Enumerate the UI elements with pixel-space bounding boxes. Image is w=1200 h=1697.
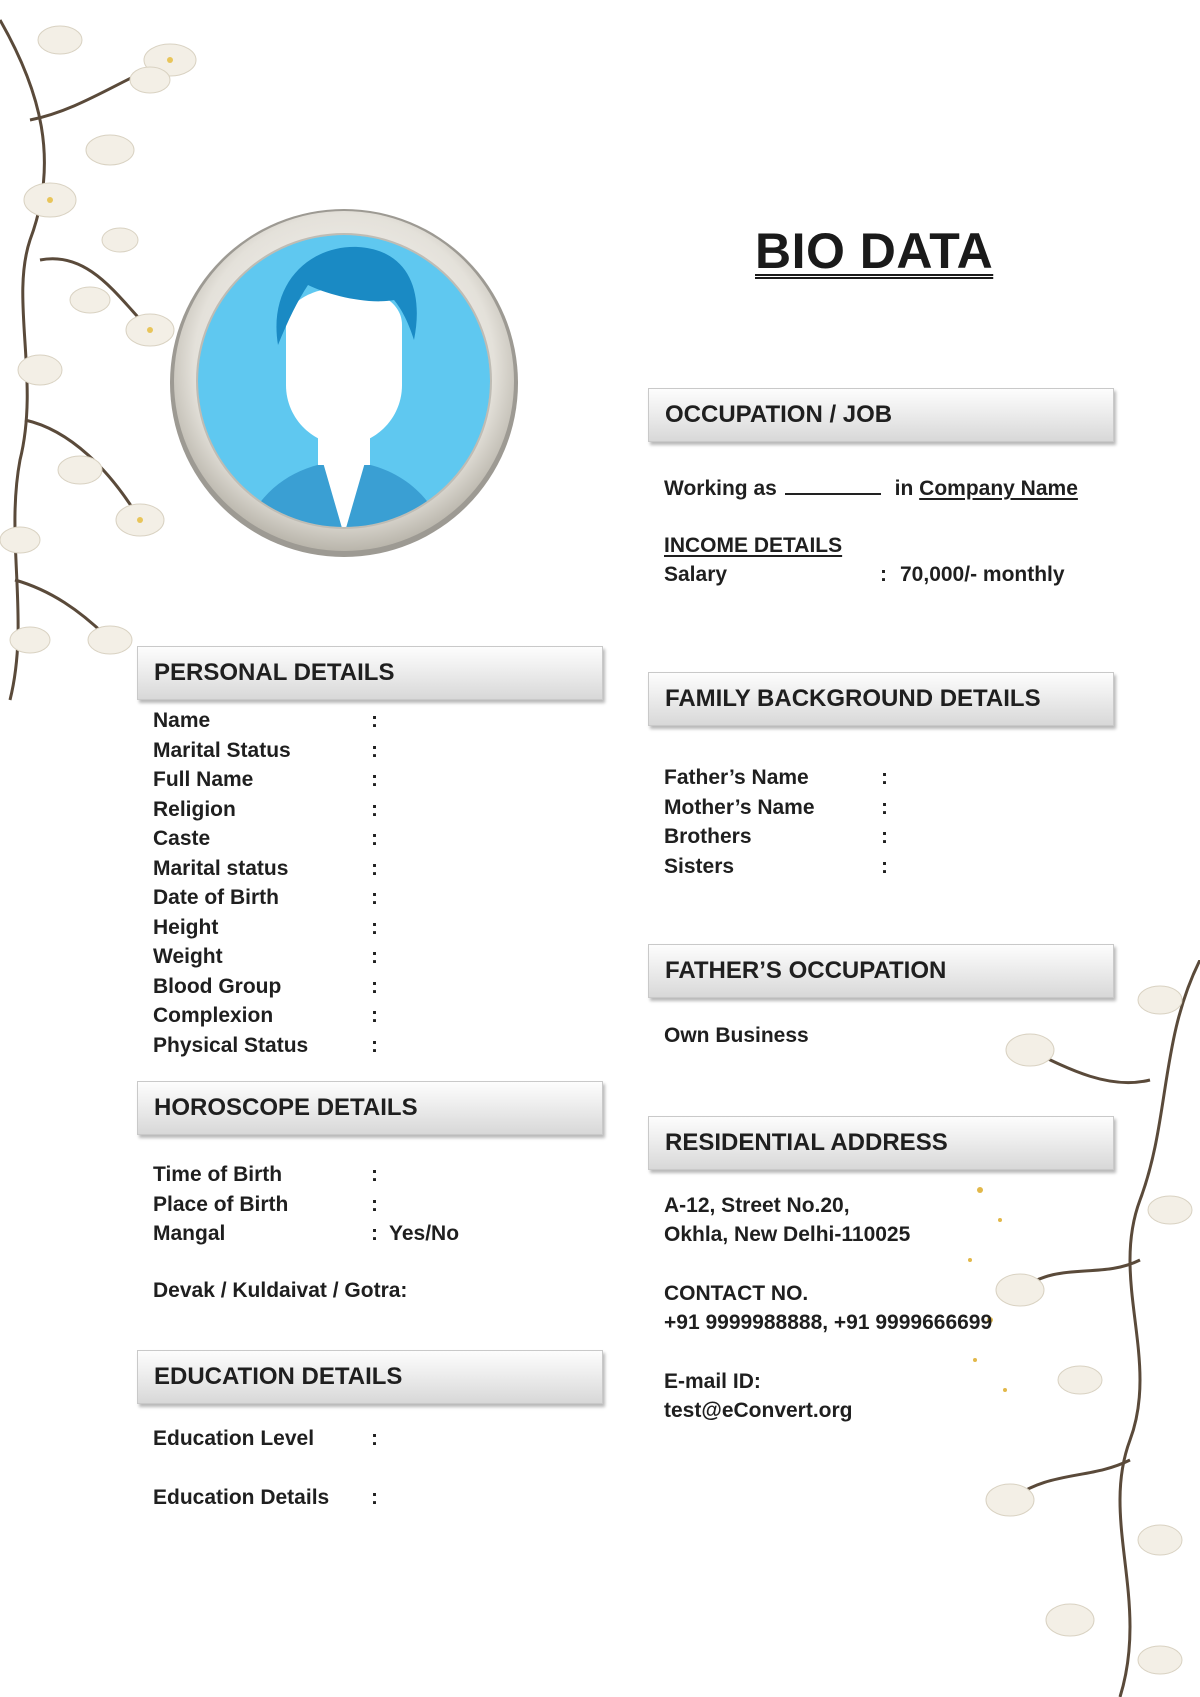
job-title-blank bbox=[785, 475, 881, 495]
horoscope-details-header: HOROSCOPE DETAILS bbox=[137, 1081, 603, 1135]
working-as-line bbox=[664, 475, 1078, 501]
personal-detail-colon: : bbox=[371, 1033, 378, 1057]
personal-detail-label: Date of Birth bbox=[153, 886, 279, 909]
profile-avatar-icon bbox=[168, 205, 520, 557]
family-detail-row bbox=[664, 855, 1104, 881]
personal-detail-label: Caste bbox=[153, 827, 211, 850]
working-as-label: Working as bbox=[664, 477, 777, 500]
personal-detail-row bbox=[153, 1004, 593, 1030]
contact-value: +91 9999988888, +91 9999666699 bbox=[664, 1311, 993, 1334]
horoscope-detail-row bbox=[153, 1222, 593, 1248]
family-detail-label: Father’s Name bbox=[664, 766, 809, 789]
personal-detail-colon: : bbox=[371, 1004, 378, 1027]
personal-detail-row bbox=[153, 739, 593, 765]
email-value: test@eConvert.org bbox=[664, 1399, 853, 1422]
personal-detail-colon: : bbox=[371, 915, 378, 939]
personal-detail-row bbox=[153, 827, 593, 853]
family-background-header: FAMILY BACKGROUND DETAILS bbox=[648, 672, 1114, 726]
horoscope-detail-row bbox=[153, 1193, 593, 1219]
family-detail-colon: : bbox=[881, 825, 888, 848]
education-detail-colon: : bbox=[371, 1427, 378, 1450]
in-label: in bbox=[894, 477, 914, 500]
family-detail-label: Brothers bbox=[664, 825, 752, 848]
salary-row bbox=[664, 563, 1104, 589]
personal-detail-colon: : bbox=[371, 738, 378, 762]
address-line-2: Okhla, New Delhi-110025 bbox=[664, 1223, 911, 1246]
personal-detail-colon: : bbox=[371, 886, 378, 909]
family-detail-colon: : bbox=[881, 766, 888, 789]
personal-detail-colon: : bbox=[371, 856, 378, 880]
horoscope-detail-colon: : bbox=[371, 1192, 378, 1216]
education-detail-colon: : bbox=[371, 1486, 378, 1509]
occupation-section-header: OCCUPATION / JOB bbox=[648, 388, 1114, 442]
horoscope-detail-row bbox=[153, 1163, 593, 1189]
horoscope-detail-label: Place of Birth bbox=[153, 1192, 289, 1216]
family-detail-row bbox=[664, 796, 1104, 822]
personal-detail-label: Physical Status bbox=[153, 1033, 309, 1057]
horoscope-detail-colon: : bbox=[371, 1163, 378, 1186]
personal-detail-label: Blood Group bbox=[153, 974, 282, 998]
company-name: Company Name bbox=[919, 477, 1078, 500]
personal-detail-row bbox=[153, 768, 593, 794]
family-detail-row bbox=[664, 766, 1104, 792]
personal-detail-label: Full Name bbox=[153, 768, 254, 791]
horoscope-detail-label: Time of Birth bbox=[153, 1163, 283, 1186]
fathers-occupation-value: Own Business bbox=[664, 1024, 809, 1047]
personal-detail-label: Name bbox=[153, 709, 211, 732]
personal-details-header: PERSONAL DETAILS bbox=[137, 646, 603, 700]
personal-detail-row bbox=[153, 916, 593, 942]
education-detail-row bbox=[153, 1427, 593, 1453]
education-detail-label: Education Level bbox=[153, 1427, 315, 1450]
family-detail-label: Mother’s Name bbox=[664, 795, 815, 819]
horoscope-detail-label: Mangal bbox=[153, 1222, 226, 1245]
family-detail-colon: : bbox=[881, 854, 888, 878]
profile-photo-frame bbox=[168, 205, 520, 557]
income-details-heading: INCOME DETAILS bbox=[664, 534, 843, 557]
personal-detail-label: Weight bbox=[153, 945, 223, 968]
personal-detail-colon: : bbox=[371, 827, 378, 850]
personal-detail-colon: : bbox=[371, 945, 378, 968]
personal-detail-row bbox=[153, 975, 593, 1001]
personal-detail-colon: : bbox=[371, 768, 378, 791]
personal-detail-colon: : bbox=[371, 797, 378, 821]
personal-detail-row bbox=[153, 709, 593, 735]
personal-detail-colon: : bbox=[371, 974, 378, 998]
address-line-1: A-12, Street No.20, bbox=[664, 1194, 850, 1217]
personal-detail-row bbox=[153, 945, 593, 971]
page-title: BIO DATA bbox=[755, 223, 994, 279]
personal-detail-label: Complexion bbox=[153, 1004, 274, 1027]
gotra-label: Devak / Kuldaivat / Gotra: bbox=[153, 1279, 408, 1302]
personal-detail-label: Marital status bbox=[153, 856, 289, 880]
education-details-header: EDUCATION DETAILS bbox=[137, 1350, 603, 1404]
residential-address-header: RESIDENTIAL ADDRESS bbox=[648, 1116, 1114, 1170]
personal-detail-row bbox=[153, 798, 593, 824]
personal-detail-row bbox=[153, 886, 593, 912]
salary-colon: : bbox=[880, 563, 887, 586]
personal-detail-label: Religion bbox=[153, 797, 236, 821]
personal-detail-label: Marital Status bbox=[153, 738, 291, 762]
fathers-occupation-header: FATHER’S OCCUPATION bbox=[648, 944, 1114, 998]
personal-detail-colon: : bbox=[371, 709, 378, 732]
horoscope-detail-value: Yes/No bbox=[389, 1222, 460, 1245]
salary-label: Salary bbox=[664, 563, 728, 586]
family-detail-row bbox=[664, 825, 1104, 851]
flower-branch-decoration-bottom-right bbox=[960, 960, 1200, 1697]
salary-value: 70,000/- monthly bbox=[900, 563, 1065, 586]
email-label: E-mail ID: bbox=[664, 1370, 761, 1393]
personal-detail-row bbox=[153, 1034, 593, 1060]
personal-detail-label: Height bbox=[153, 915, 219, 939]
education-detail-row bbox=[153, 1486, 593, 1512]
family-detail-colon: : bbox=[881, 795, 888, 819]
contact-label: CONTACT NO. bbox=[664, 1282, 809, 1305]
education-detail-label: Education Details bbox=[153, 1486, 330, 1509]
family-detail-label: Sisters bbox=[664, 854, 735, 878]
horoscope-detail-colon: : bbox=[371, 1222, 378, 1245]
personal-detail-row bbox=[153, 857, 593, 883]
